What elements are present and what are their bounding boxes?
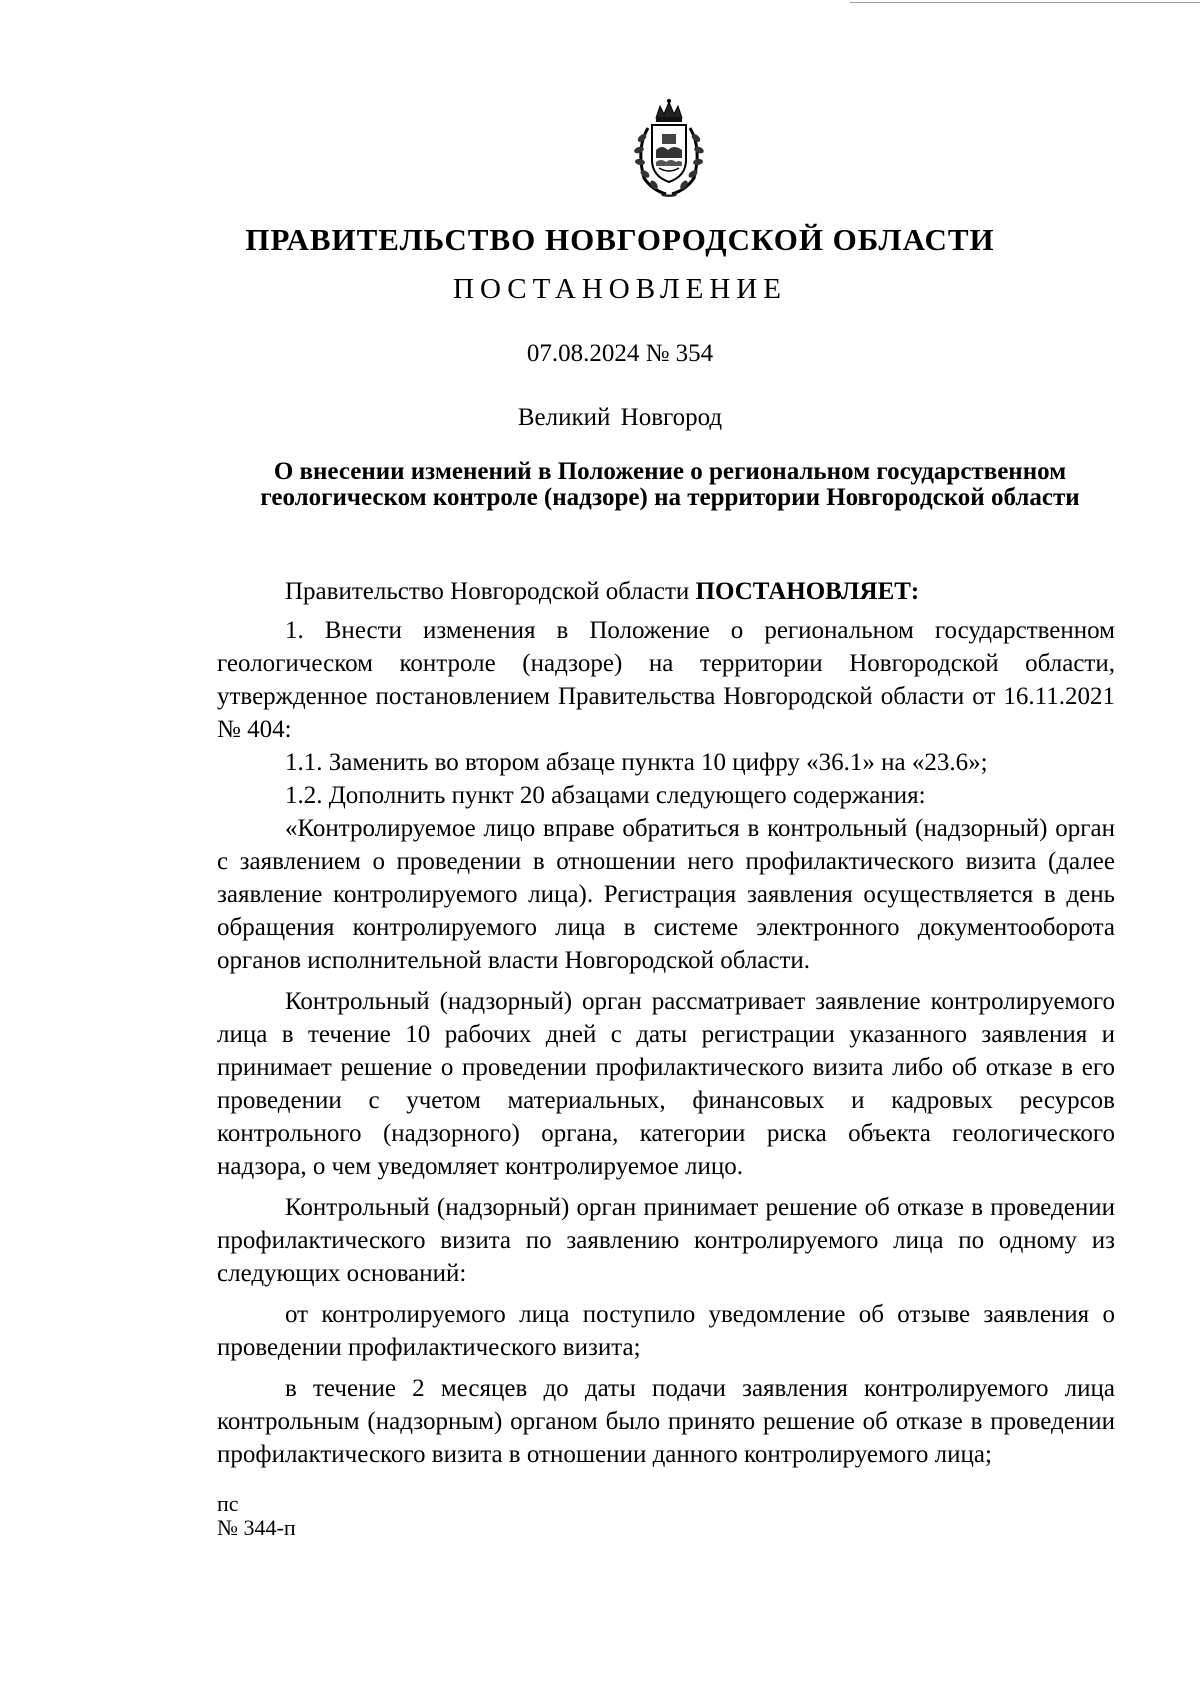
footer-code-line-1: пс xyxy=(217,1491,239,1516)
organization-title: ПРАВИТЕЛЬСТВО НОВГОРОДСКОЙ ОБЛАСТИ xyxy=(245,222,995,257)
preamble xyxy=(217,575,1115,608)
preamble-text: Правительство Новгородской области xyxy=(285,578,696,605)
document-subject xyxy=(220,459,1120,511)
paragraph: Контрольный (надзорный) орган рассматривает заявление контролируемого лица в течение 10 рабочих дней с даты регистрации указанного заявления и принимает решение о проведении профилактического визита либо об отказе в его проведении с учетом материальных, финансовых и кадровых ресурсов контрольного (надзорного) органа, категории риска объекта геологического надзора, о чем уведомляет контролируемое лицо. xyxy=(217,988,1115,1180)
subject-line-1: О внесении изменений в Положение о региональном государственном xyxy=(273,458,1067,485)
document-date-number: 07.08.2024 № 354 xyxy=(526,340,714,367)
coat-of-arms-emblem xyxy=(626,98,712,198)
paragraph: в течение 2 месяцев до даты подачи заявления контролируемого лица контрольным (надзорным) органом было принято решение об отказе в проведении профилактического визита в отношении данного контролируемого лица; xyxy=(217,1375,1115,1468)
scan-edge-line xyxy=(850,2,1200,3)
paragraph: 1.2. Дополнить пункт 20 абзацами следующего содержания: xyxy=(285,782,926,809)
document-body xyxy=(217,575,1115,1471)
paragraph: 1. Внести изменения в Положение о региональном государственном геологическом контроле (надзоре) на территории Новгородской области, утвержденное постановлением Правительства Новгородской области от 16.11.2021 № 404: xyxy=(217,617,1115,743)
paragraph: «Контролируемое лицо вправе обратиться в контрольный (надзорный) орган с заявлением о проведении в отношении него профилактического визита (далее заявление контролируемого лица). Регистрация заявления осуществляется в день обращения контролируемого лица в системе электронного документооборота органов исполнительной власти Новгородской области. xyxy=(217,815,1115,974)
preamble-decree-word: ПОСТАНОВЛЯЕТ: xyxy=(695,578,920,605)
footer-registration-code xyxy=(217,1492,296,1540)
subject-line-2: геологическом контроле (надзоре) на территории Новгородской области xyxy=(260,484,1080,511)
document-type-heading: ПОСТАНОВЛЕНИЕ xyxy=(453,273,787,305)
paragraph: 1.1. Заменить во втором абзаце пункта 10 цифру «36.1» на «23.6»; xyxy=(285,749,988,776)
document-city: Великий Новгород xyxy=(517,404,723,431)
paragraph: от контролируемого лица поступило уведомление об отзыве заявления о проведении профилактического визита; xyxy=(217,1301,1115,1361)
footer-code-line-2: № 344-п xyxy=(217,1515,296,1540)
paragraph: Контрольный (надзорный) орган принимает решение об отказе в проведении профилактического визита по заявлению контролируемого лица по одному из следующих оснований: xyxy=(217,1194,1115,1287)
